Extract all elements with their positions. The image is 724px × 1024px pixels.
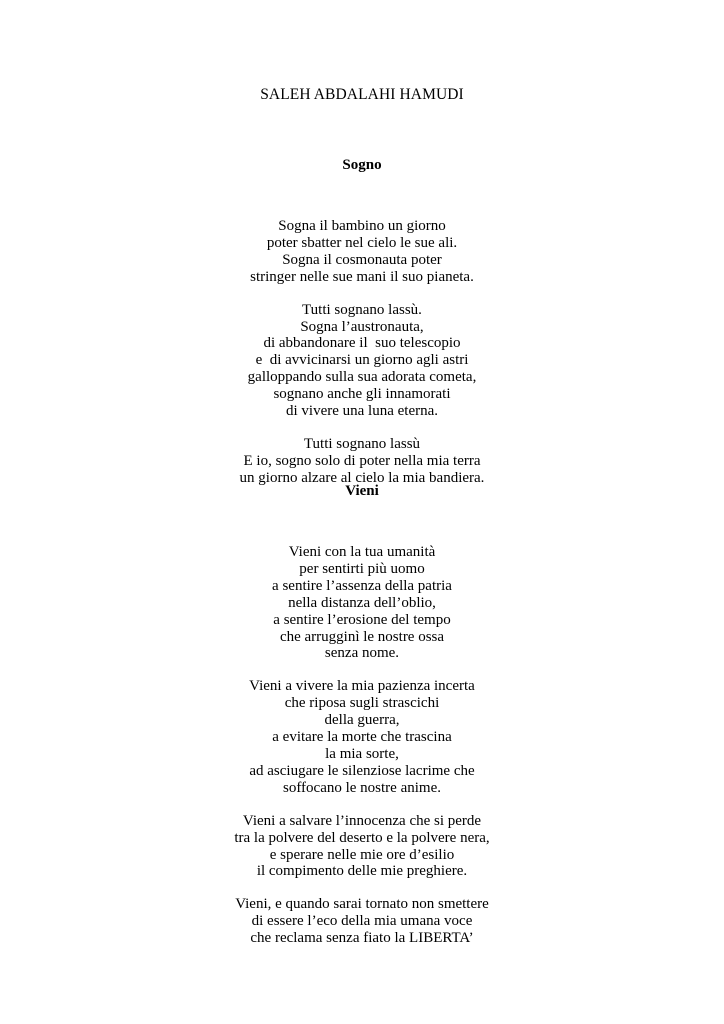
poem-line: Sogna il cosmonauta poter [282, 251, 442, 268]
poem-vieni [0, 446, 724, 999]
poem-line: che riposa sugli strascichi [284, 695, 440, 712]
poem-stanza [0, 678, 724, 796]
poem-line: di essere l’eco della mia umana voce [251, 913, 473, 930]
poem-line: Vieni, e quando sarai tornato non smettere [235, 896, 489, 913]
poem-line: Sogna l’austronauta, [300, 318, 424, 335]
poem-line: e di avvicinarsi un giorno agli astri [255, 352, 469, 369]
poem-body [0, 544, 724, 947]
poem-stanza [0, 896, 724, 947]
poem-line: a sentire l’erosione del tempo [273, 611, 451, 628]
poem-line: Tutti sognano lassù [303, 435, 421, 452]
poem-title: Sogno [342, 157, 382, 173]
poem-stanza [0, 302, 724, 420]
poem-line: che arrugginì le nostre ossa [279, 628, 445, 645]
poem-line: Vieni con la tua umanità [288, 544, 436, 560]
poem-line: a evitare la morte che trascina [272, 729, 452, 746]
poem-line: che reclama senza fiato la LIBERTA’ [250, 930, 474, 947]
author-name: SALEH ABDALAHI HAMUDI [260, 86, 464, 103]
poem-line: nella distanza dell’oblio, [288, 594, 436, 611]
poem-line: sognano anche gli innamorati [273, 386, 451, 403]
poem-line: di vivere una luna eterna. [285, 403, 438, 420]
poem-line: Vieni a vivere la mia pazienza incerta [249, 678, 475, 695]
poem-line: a sentire l’assenza della patria [272, 577, 452, 594]
poem-line: tra la polvere del deserto e la polvere nera, [234, 829, 490, 846]
poem-line: Sogna il bambino un giorno [278, 218, 446, 234]
poem-stanza [0, 544, 724, 662]
poem-line: per sentirti più uomo [299, 560, 425, 577]
poem-line: stringer nelle sue mani il suo pianeta. [250, 268, 474, 285]
poem-line: ad asciugare le silenziose lacrime che [249, 762, 475, 779]
poem-line: il compimento delle mie preghiere. [256, 863, 468, 880]
poem-line: di abbandonare il suo telescopio [263, 335, 461, 352]
poem-line: senza nome. [324, 645, 400, 662]
poem-line: E io, sogno solo di poter nella mia terra [243, 452, 481, 469]
poem-line: un giorno alzare al cielo la mia bandiera. [239, 469, 485, 486]
poem-line: Tutti sognano lassù. [302, 301, 422, 318]
poem-line: Vieni a salvare l’innocenza che si perde [242, 812, 482, 829]
poem-line: soffocano le nostre anime. [282, 779, 441, 796]
poem-line: della guerra, [324, 712, 400, 729]
poem-line: poter sbatter nel cielo le sue ali. [266, 234, 458, 251]
poem-line: la mia sorte, [325, 745, 399, 762]
poem-line: galloppando sulla sua adorata cometa, [247, 369, 477, 386]
poem-stanza [0, 218, 724, 286]
poem-line: e sperare nelle mie ore d’esilio [269, 846, 455, 863]
poem-stanza [0, 813, 724, 881]
poem-title: Vieni [345, 483, 379, 499]
